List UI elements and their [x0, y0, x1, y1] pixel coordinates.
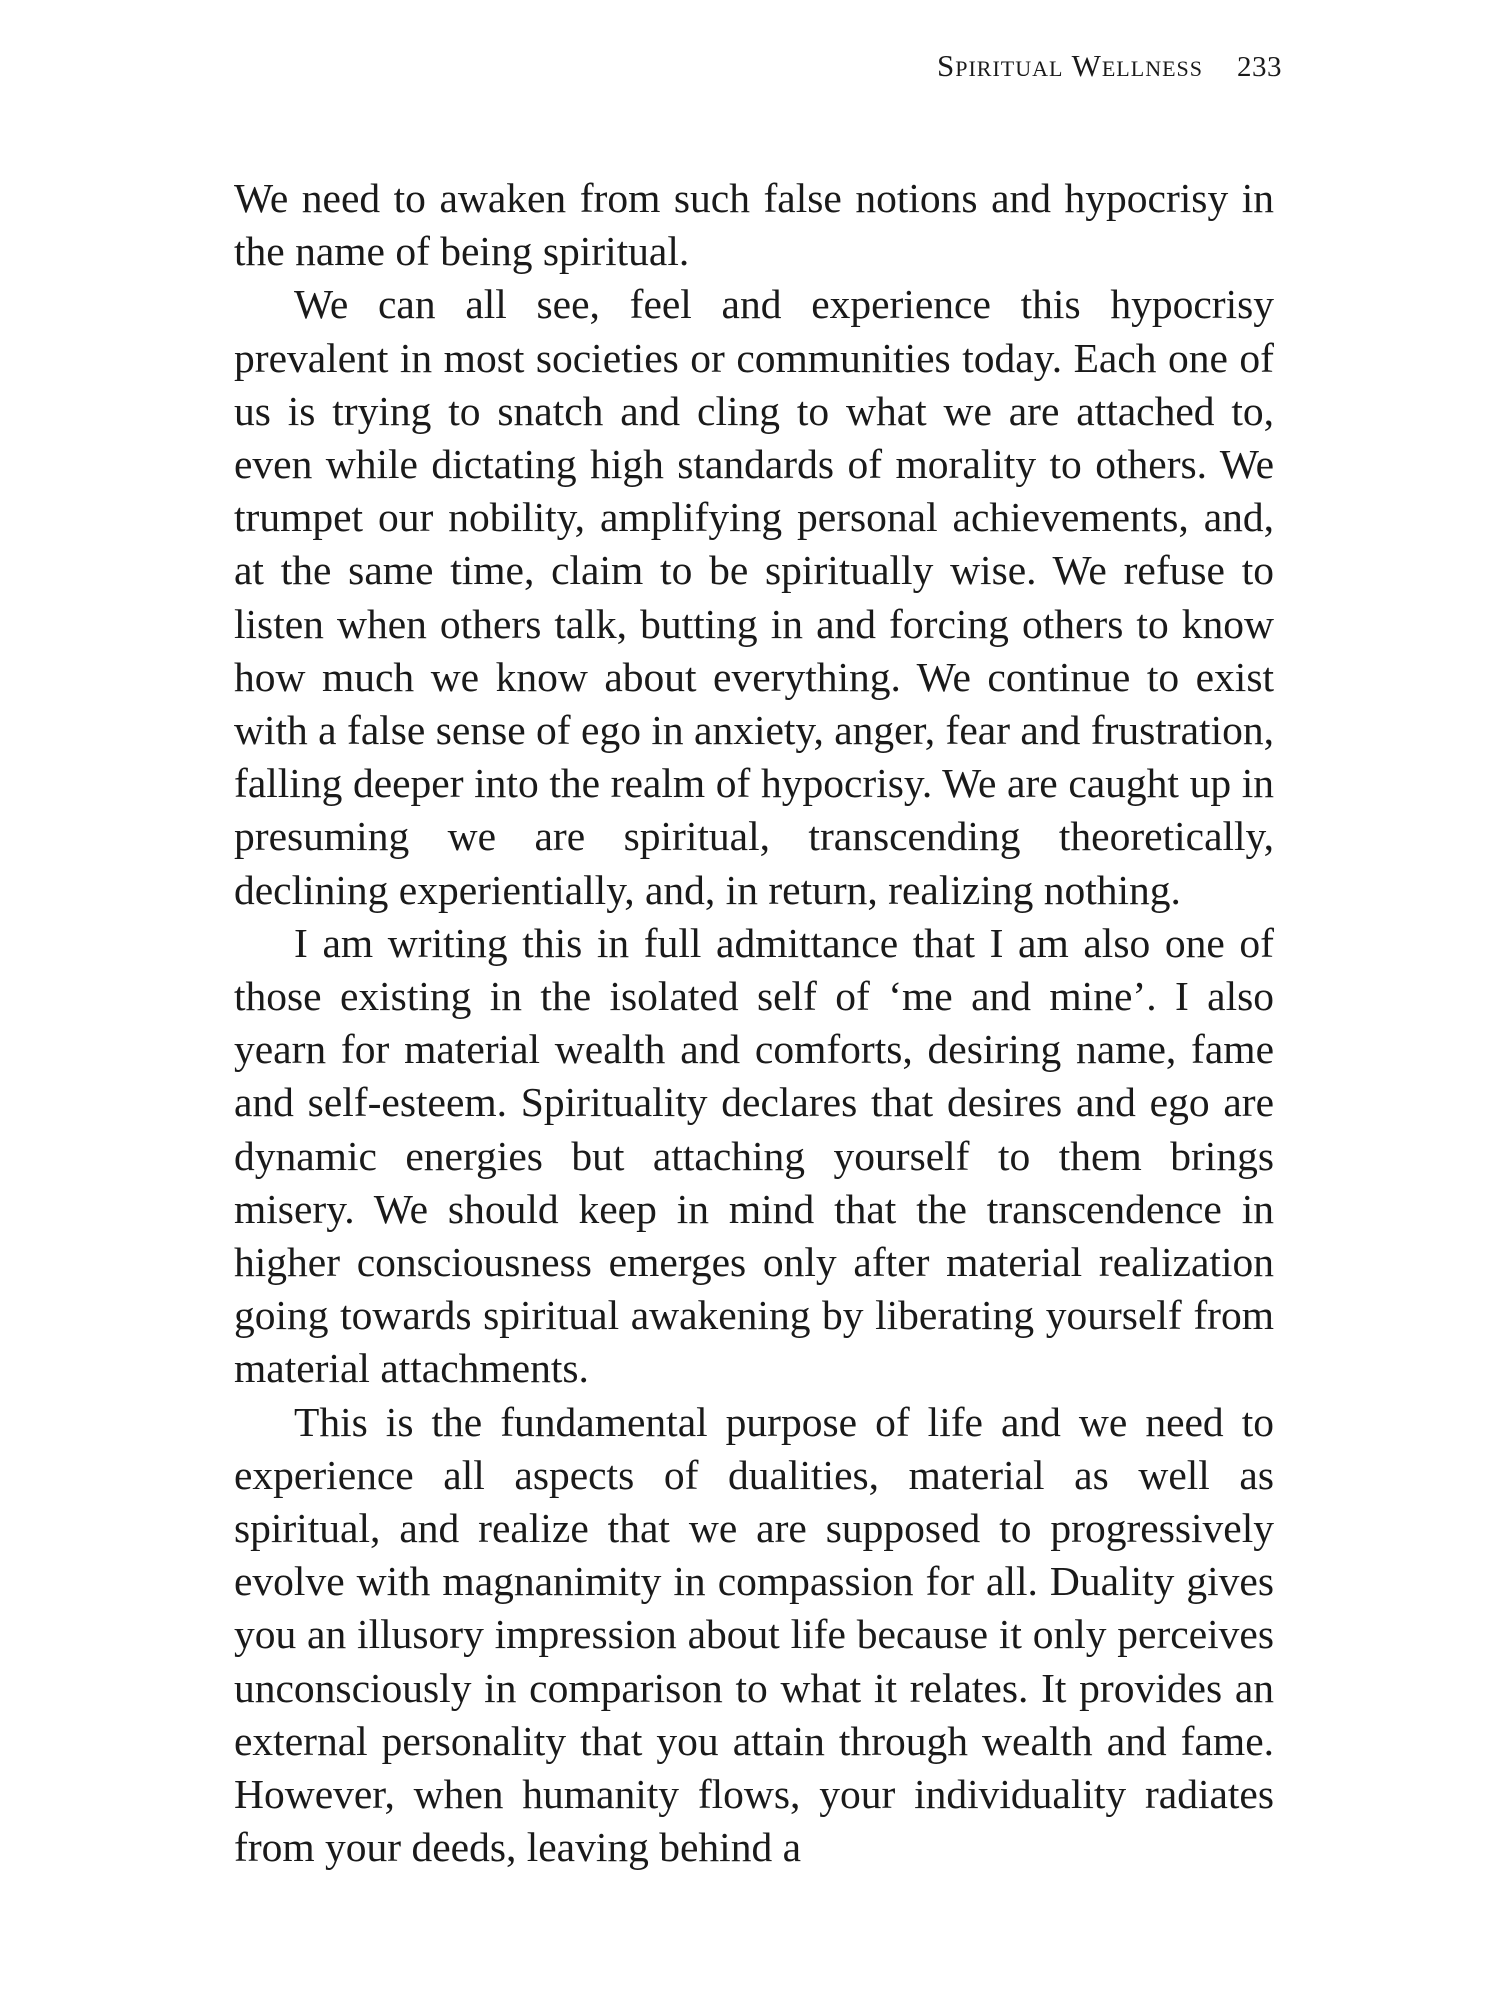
- paragraph-4: This is the fundamental purpose of life and we need to experience all aspects of dualities, material as well as spiritual, and realize that we are supposed to progressively evolve with magnanimity in compassion for all. Duality gives you an illusory impression about life because it only perceives unconsciously in comparison to what it relates. It provides an external personality that you attain through wealth and fame. However, when humanity flows, your individuality radiates from your deeds, leaving behind a: [234, 1398, 1274, 1871]
- running-header: [937, 48, 1282, 84]
- section-title: Spiritual Wellness: [936, 48, 1203, 83]
- paragraph-3: I am writing this in full admittance that I am also one of those existing in the isolated self of ‘me and mine’. I also yearn for material wealth and comforts, desiring name, fame and self-esteem. Spirituality declares that desires and ego are dynamic energies but attaching yourself to them brings misery. We should keep in mind that the transcendence in higher consciousness emerges only after material realization going towards spiritual awakening by liberating yourself from material attachments.: [234, 919, 1274, 1392]
- page-number: 233: [1237, 51, 1282, 83]
- paragraph-1: We need to awaken from such false notions and hypocrisy in the name of being spiritual.: [234, 175, 1274, 275]
- body-text: [234, 172, 1274, 1875]
- paragraph-2: We can all see, feel and experience this hypocrisy prevalent in most societies or communities today. Each one of us is trying to snatch and cling to what we are attached to, even while dictating high standards of morality to others. We trumpet our nobility, amplifying personal achievements, and, at the same time, claim to be spiritually wise. We refuse to listen when others talk, butting in and forcing others to know how much we know about everything. We continue to exist with a false sense of ego in anxiety, anger, fear and frustration, falling deeper into the realm of hypocrisy. We are caught up in presuming we are spiritual, transcending theoretically, declining experientially, and, in return, realizing nothing.: [234, 281, 1274, 913]
